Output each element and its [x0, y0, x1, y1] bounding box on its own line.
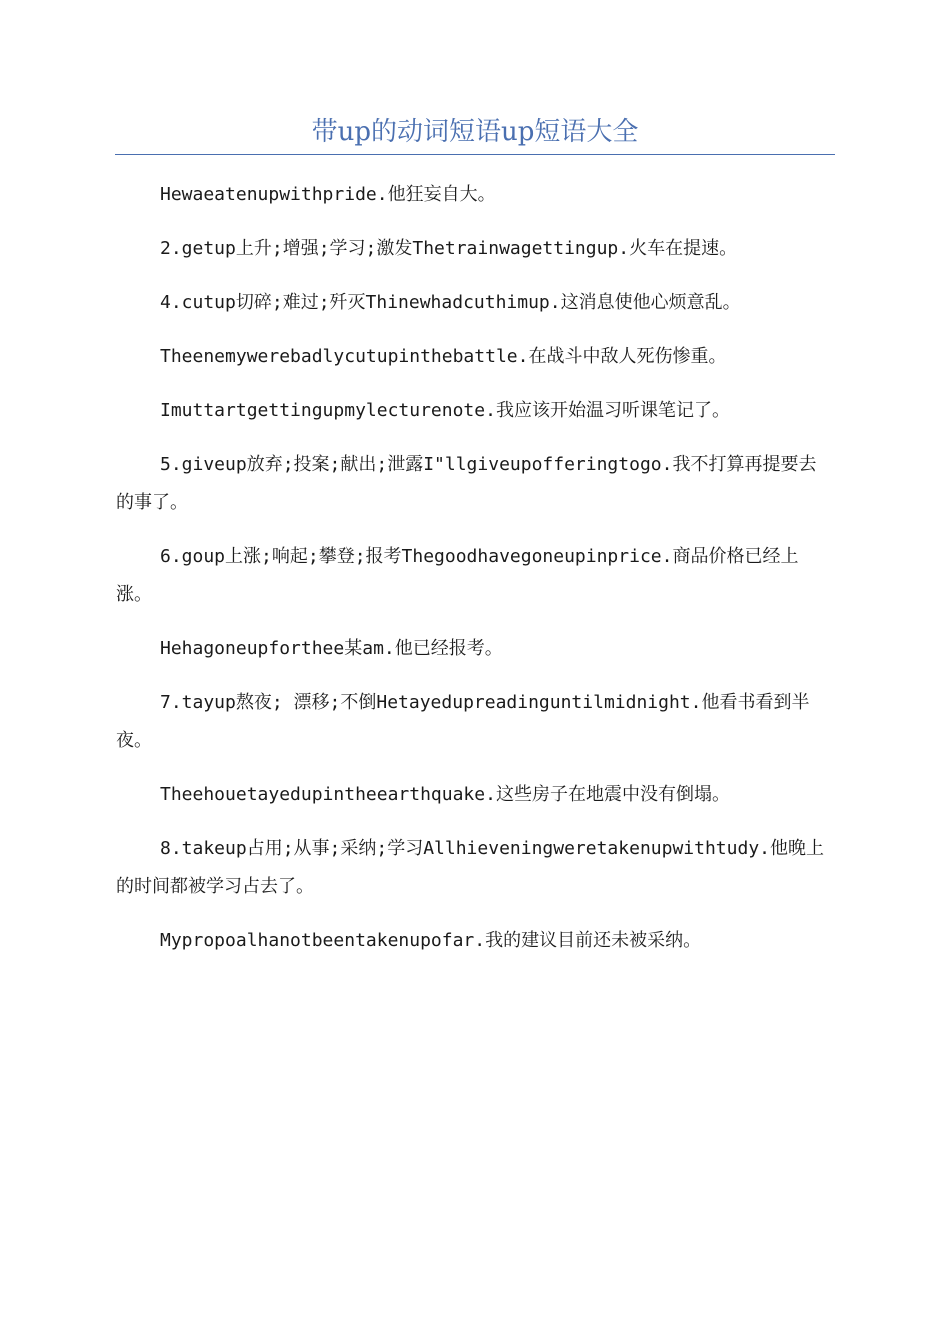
paragraph: Theenemywerebadlycutupinthebattle.在战斗中敌人死伤惨重。 — [160, 346, 727, 367]
paragraph: Mypropoalhanotbeentakenupofar.我的建议目前还未被采纳。 — [160, 930, 702, 951]
title-underline — [115, 154, 835, 155]
paragraph: 6.goup上涨;响起;攀登;报考Thegoodhavegoneupinprice.商品价格已经上涨。 — [116, 546, 799, 605]
paragraph: 8.takeup占用;从事;采纳;学习Allhieveningweretakenupwithtudy.他晚上的时间都被学习占去了。 — [116, 838, 824, 897]
paragraph: Hehagoneupforthee某am.他已经报考。 — [160, 638, 503, 659]
paragraph: 5.giveup放弃;投案;献出;泄露I"llgiveupofferingtogo.我不打算再提要去的事了。 — [116, 454, 817, 513]
paragraph: 7.tayup熬夜; 漂移;不倒Hetayedupreadinguntilmidnight.他看书看到半夜。 — [116, 692, 810, 751]
paragraph: Theehouetayedupintheearthquake.这些房子在地震中没有倒塌。 — [160, 784, 730, 805]
page-title: 带up的动词短语up短语大全 — [311, 117, 639, 147]
document-body — [116, 176, 830, 976]
paragraph: 4.cutup切碎;难过;歼灭Thinewhadcuthimup.这消息使他心烦意乱。 — [160, 292, 741, 313]
paragraph: 2.getup上升;增强;学习;激发Thetrainwagettingup.火车在提速。 — [160, 238, 738, 259]
paragraph: Hewaeatenupwithpride.他狂妄自大。 — [160, 184, 496, 205]
paragraph: Imuttartgettingupmylecturenote.我应该开始温习听课笔记了。 — [160, 400, 730, 421]
